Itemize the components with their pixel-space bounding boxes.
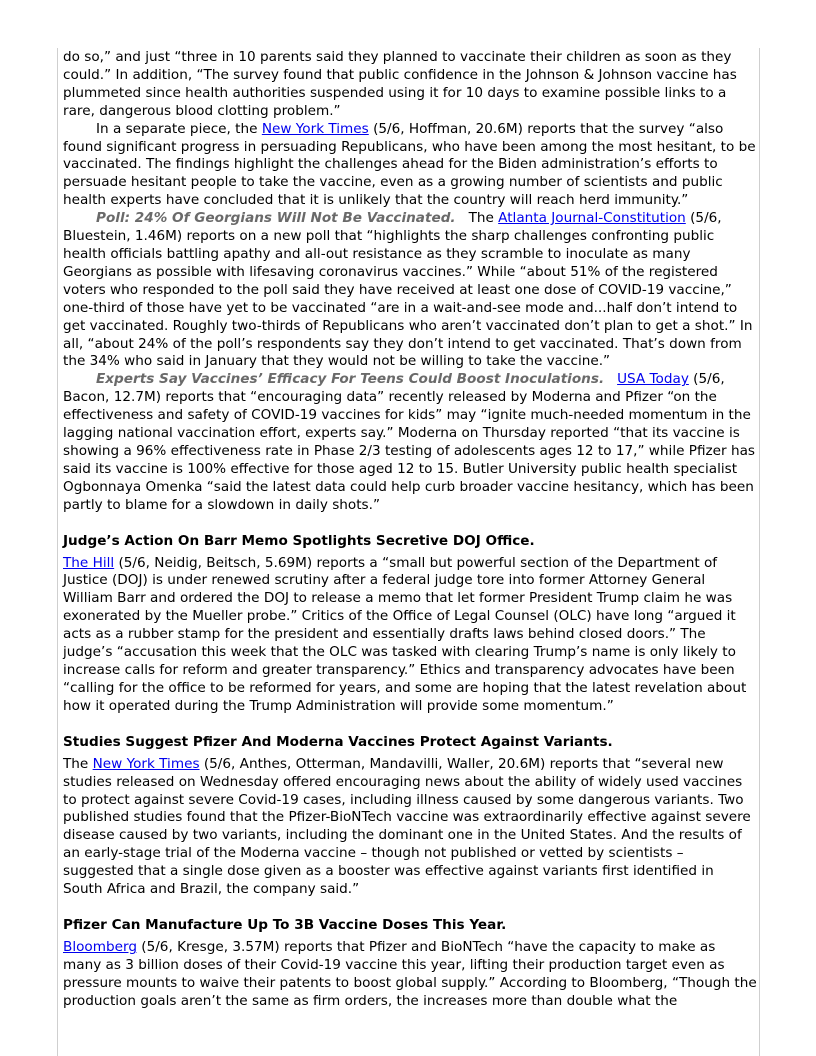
paragraph-variants-study: The New York Times (5/6, Anthes, Otterman, Mandavilli, Waller, 20.6M) reports that “several new studies released on Wednesday offered encouraging news about the ability of widely used vaccines to protect against severe Covid-19 cases, including illness caused by some dangerous variants. Two published studies found that the Pfizer-BioNTech vaccine was extraordinarily effective against severe disease caused by two variants, including the dominant one in the United States. And the results of an early-stage trial of the Moderna vaccine – though not published or vetted by scientists – suggested that a single dose given as a booster was effective against variants first identified in South Africa and Brazil, the company said.”	[63, 755, 751, 898]
link-the-hill[interactable]: The Hill	[63, 554, 115, 571]
heading-barr-memo: Judge’s Action On Barr Memo Spotlights Secretive DOJ Office.	[63, 532, 535, 549]
link-new-york-times[interactable]: New York Times	[261, 120, 369, 137]
link-bloomberg[interactable]: Bloomberg	[63, 938, 137, 955]
heading-variants-study: Studies Suggest Pfizer And Moderna Vaccines Protect Against Variants.	[63, 733, 613, 750]
paragraph-teen-efficacy: Experts Say Vaccines’ Efficacy For Teens Could Boost Inoculations. USA Today (5/6, Bacon, 12.7M) reports that “encouraging data” recently released by Moderna and Pfizer “on the effectiveness and safety of COVID-19 vaccines for kids” may “ignite much-needed momentum in the lagging national vaccination effort, experts say.” Moderna on Thursday reported “that its vaccine is showing a 96% effectiveness rate in Phase 2/3 testing of adolescents ages 12 to 17,” while Pfizer has said its vaccine is 100% effective for those aged 12 to 15. Butler University public health specialist Ogbonnaya Omenka “said the latest data could help curb broader vaccine hesitancy, which has been partly to blame for a slowdown in daily shots.”	[63, 371, 755, 513]
paragraph-continuation: do so,” and just “three in 10 parents said they planned to vaccinate their children as soon as they could.” In addition, “The survey found that public confidence in the Johnson & Johnson vaccine has plummeted since health authorities suspended using it for 10 days to examine possible links to a rare, dangerous blood clotting problem.”	[63, 49, 737, 119]
lead-teen-efficacy: Experts Say Vaccines’ Efficacy For Teens Could Boost Inoculations.	[96, 371, 605, 388]
paragraph-georgia-poll: Poll: 24% Of Georgians Will Not Be Vaccinated. The Atlanta Journal-Constitution (5/6, Bluestein, 1.46M) reports on a new poll that “highlights the sharp challenges confronting public health officials battling apathy and all-out resistance as they scramble to inoculate as many Georgians as possible with lifesaving coronavirus vaccines.” While “about 51% of the registered voters who responded to the poll said they have received at least one dose of COVID-19 vaccine,” one-third of those have yet to be vaccinated “are in a wait-and-see mode and...half don’t intend to get vaccinated. Roughly two-thirds of Republicans who aren’t vaccinated don’t plan to get a shot.” In all, “about 24% of the poll’s respondents say they don’t intend to get vaccinated. That’s down from the 34% who said in January that they would not be willing to take the vaccine.”	[63, 210, 753, 370]
lead-georgia-poll: Poll: 24% Of Georgians Will Not Be Vaccinated.	[96, 210, 456, 227]
link-usa-today[interactable]: USA Today	[617, 371, 689, 388]
right-margin-rule	[759, 48, 760, 1056]
heading-pfizer-doses: Pfizer Can Manufacture Up To 3B Vaccine Doses This Year.	[63, 916, 507, 933]
left-margin-rule	[57, 48, 58, 1056]
article-body	[63, 49, 757, 1011]
link-atlanta-journal-constitution[interactable]: Atlanta Journal-Constitution	[498, 210, 686, 227]
paragraph-pfizer-doses: Bloomberg (5/6, Kresge, 3.57M) reports that Pfizer and BioNTech “have the capacity to make as many as 3 billion doses of their Covid-19 vaccine this year, lifting their production target even as pressure mounts to waive their patents to boost global supply.” According to Bloomberg, “Though the production goals aren’t the same as firm orders, the increases more than double what the	[63, 938, 757, 1009]
paragraph-nyt-survey: In a separate piece, the New York Times (5/6, Hoffman, 20.6M) reports that the survey “also found significant progress in persuading Republicans, who have been among the most hesitant, to be vaccinated. The findings highlight the challenges ahead for the Biden administration’s efforts to persuade hesitant people to take the vaccine, even as a growing number of scientists and public health experts have concluded that it is unlikely that the country will reach herd immunity.”	[63, 120, 756, 209]
paragraph-barr-memo: The Hill (5/6, Neidig, Beitsch, 5.69M) reports a “small but powerful section of the Department of Justice (DOJ) is under renewed scrutiny after a federal judge tore into former Attorney General William Barr and ordered the DOJ to release a memo that let former President Trump claim he was exonerated by the Mueller probe.” Critics of the Office of Legal Counsel (OLC) have long “argued it acts as a rubber stamp for the president and essentially drafts laws behind closed doors.” The judge’s “accusation this week that the OLC was tasked with clearing Trump’s name is only likely to increase calls for reform and greater transparency.” Ethics and transparency advocates have been “calling for the office to be reformed for years, and some are hoping that the latest revelation about how it operated during the Trump Administration will provide some momentum.”	[63, 554, 747, 714]
link-new-york-times-variants[interactable]: New York Times	[92, 755, 200, 772]
